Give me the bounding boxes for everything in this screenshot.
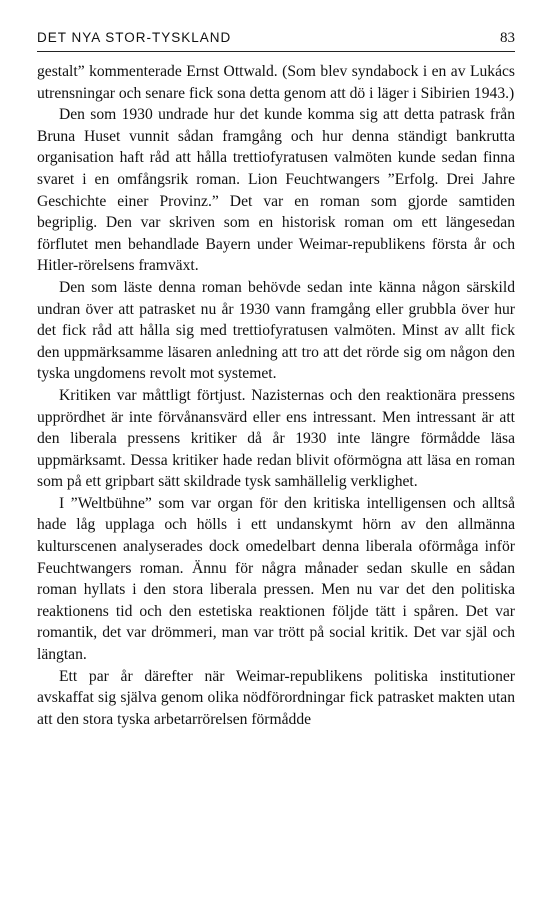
paragraph: Kritiken var måttligt förtjust. Nazisternas och den reaktionära pressens upprördhet är inte förvånansvärd eller ens intressant. Men intressant är att den liberala pressens kritiker då år 1930 inte längre förmådde läsa uppmärksamt. Dessa kritiker hade redan blivit oförmögna att läsa en roman som på ett gripbart sätt skildrade tysk samhällelig verklighet. <box>37 386 515 491</box>
paragraph: Den som läste denna roman behövde sedan inte känna någon särskild undran över att patrasket nu år 1930 vann framgång eller grubbla över hur det fick råd att hålla sig med trettiofyratusen valmöten. Minst av allt fick den uppmärksamme läsaren anledning att tro att det rörde sig om någon den tyska ungdomens revolt mot systemet. <box>37 278 515 383</box>
running-head <box>37 30 515 52</box>
book-page <box>37 30 515 730</box>
paragraph: Ett par år därefter när Weimar-republikens politiska institutioner avskaffat sig själva genom olika nödförordningar fick patrasket makten utan att den stora tyska arbetarrörelsen förmådde <box>37 667 515 728</box>
paragraph-continued: gestalt” kommenterade Ernst Ottwald. (Som blev syndabock i en av Lukács utrensningar och senare fick sona detta genom att dö i läger i Sibirien 1943.) <box>37 63 515 102</box>
running-head-title: DET NYA STOR-TYSKLAND <box>37 30 232 45</box>
body-text <box>37 61 515 730</box>
paragraph: Den som 1930 undrade hur det kunde komma sig att detta patrask från Bruna Huset vunnit sådan framgång och hur denna ständigt bankrutta organisation haft råd att hålla trettiofyratusen valmöten kunde sedan finna svaret i en omfångsrik roman. Lion Feuchtwangers ”Erfolg. Drei Jahre Geschichte einer Provinz.” Det var en roman som gjorde samtiden begriplig. Den var skriven som en historisk roman om ett längesedan förflutet men behandlade Bayern under Weimar-republikens första år och Hitler-rörelsens framväxt. <box>37 106 515 275</box>
page-number: 83 <box>500 30 515 46</box>
paragraph: I ”Weltbühne” som var organ för den kritiska intelligensen och alltså hade låg upplaga och hölls i ett undanskymt hörn av den allmänna kulturscenen analyserades dock omedelbart denna liberala oförmåga inför Feuchtwangers roman. Ännu för några månader sedan skulle en sådan roman hyllats i den stora liberala pressen. Men nu var det den politiska reaktionens tid och den estetiska reaktionen följde tätt i spåren. Det var romantik, det var drömmeri, man var trött på social kritik. Det var själ och längtan. <box>37 494 515 664</box>
